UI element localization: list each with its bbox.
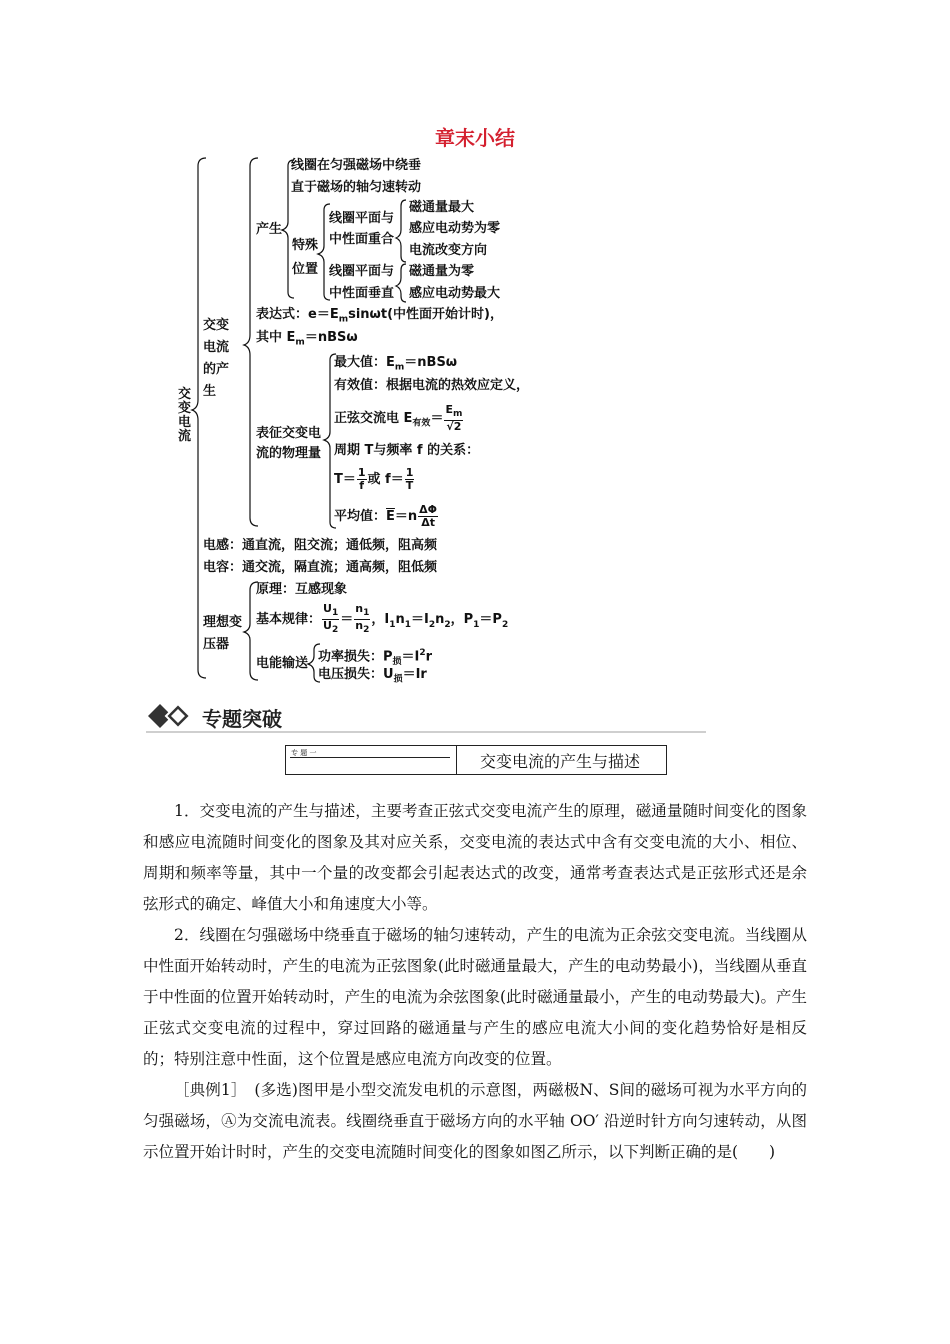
law-u1: U (323, 602, 332, 615)
law-u2-sub: 2 (331, 625, 339, 636)
rel-num-1: 1 (357, 466, 366, 479)
voltage-loss-rest: ＝Ir (402, 667, 427, 682)
law-n2: n (355, 619, 364, 633)
avg-frac (418, 504, 438, 529)
effective-value: 有效值：根据电流的热效应定义， (334, 378, 530, 393)
average-value (334, 502, 439, 532)
capacitor-line: 电容：通交流，隔直流；通高频，阻低频 (203, 560, 438, 575)
transformer-label: 理想变压器 (203, 615, 243, 652)
rel-frac-1 (357, 467, 367, 492)
power-loss-end: r (425, 649, 433, 665)
law-rest-6: ＝P (479, 612, 502, 628)
law-n1-sub: 1 (363, 608, 370, 619)
expression-line (256, 307, 503, 328)
sine-num: E (445, 403, 453, 416)
where-sub: m (295, 337, 305, 348)
paragraph-1: 1．交变电流的产生与描述，主要考查正弦式交变电流产生的原理，磁通量随时间变化的图象和感应电流随时间变化的图象及其对应关系，交变电流的表达式中含有交变电流的大小、相位、周期和频率等量，其中一个量的改变都会引起表达式的改变，通常考查表达式是正弦形式还是余弦形式的确定、峰值大小和角速度大小等。 (143, 802, 807, 913)
sine-fraction (444, 404, 463, 433)
produce-line-1: 线圈在匀强磁场中绕垂 (291, 158, 422, 173)
power-loss-sup: 2 (419, 648, 426, 658)
position-2-line-1: 线圈平面与 (329, 264, 395, 279)
where-rest: ＝nBSω (304, 330, 358, 345)
rel-or: 或 f＝ (367, 472, 404, 487)
expression-rest: sinωt(中性面开始计时)， (348, 307, 503, 322)
sine-sub: 有效 (412, 418, 431, 429)
voltage-loss-label: 电压损失：U (318, 667, 394, 682)
law-rest-5: ，P (450, 612, 474, 628)
transformer-principle: 原理：互感现象 (256, 582, 348, 597)
rel-frac-2 (405, 467, 415, 492)
avg-e: $\overline{E}$ (386, 509, 395, 524)
sine-den: √2 (446, 420, 462, 434)
max-rest: ＝nBSω (404, 355, 458, 370)
law-rest-sub-3: 2 (428, 619, 436, 630)
law-rest-sub-6: 2 (501, 619, 509, 630)
position-1-flux: 磁通量最大 (409, 200, 475, 215)
avg-label: 平均值： (334, 509, 387, 524)
generation-label: 交变电流的产生 (203, 318, 230, 399)
position-1-line-2: 中性面重合 (329, 232, 395, 247)
page-title: 章末小结 (435, 126, 515, 150)
law-frac-u (322, 603, 339, 636)
max-value (334, 355, 457, 376)
rel-t: T＝ (334, 472, 356, 487)
produce-line-2: 直于磁场的轴匀速转动 (291, 180, 422, 195)
expression-sub: m (338, 314, 349, 325)
rel-den-1: f (359, 479, 365, 492)
topic-small-label: 专 题 一 (291, 749, 317, 757)
law-eq: ＝ (340, 612, 354, 628)
expression-formula: e＝E (308, 307, 339, 322)
law-n2-sub: 2 (363, 625, 370, 636)
law-rest-sub-5: 1 (473, 619, 480, 630)
avg-eq: ＝n (394, 509, 418, 524)
max-sub: m (394, 362, 405, 373)
rel-num-2: 1 (405, 466, 414, 479)
power-loss-rest: ＝I (401, 649, 420, 665)
special-position-label: 特殊位置 (292, 238, 319, 277)
topic-title: 交变电流的产生与描述 (480, 752, 641, 771)
law-n1: n (355, 602, 364, 615)
produce-label: 产生 (256, 222, 283, 237)
topic-small-rule (290, 757, 450, 758)
law-u1-sub: 1 (331, 608, 339, 619)
position-1-emf: 感应电动势为零 (409, 221, 501, 236)
power-transmission-label: 电能输送 (256, 656, 309, 671)
law-rest-sub-1: 1 (389, 619, 396, 630)
position-1-current: 电流改变方向 (409, 243, 488, 258)
period-frequency: 周期 T与频率 f 的关系： (334, 443, 480, 458)
power-loss-label: 功率损失：P (318, 649, 393, 665)
sine-label: 正弦交流电 E (334, 411, 413, 427)
law-label: 基本规律： (256, 612, 322, 628)
topic-left-cell (286, 746, 457, 774)
diamond-icon (146, 702, 198, 732)
position-2-emf: 感应电动势最大 (409, 286, 501, 301)
law-rest-sub-2: 1 (404, 619, 411, 630)
characterize-label: 表征交变电流的物理量 (256, 426, 322, 461)
law-rest-sub-4: 2 (444, 619, 451, 630)
topic-box (285, 745, 667, 775)
rel-den-2: T (405, 479, 414, 492)
position-1-line-1: 线圈平面与 (329, 211, 395, 226)
where-label: 其中 E (256, 330, 296, 345)
max-label: 最大值：E (334, 355, 395, 370)
sine-num-sub: m (452, 409, 463, 420)
avg-num: ΔΦ (419, 503, 438, 516)
voltage-loss-sub: 损 (393, 674, 403, 685)
power-loss-sub: 损 (392, 656, 402, 667)
law-rest-3: ＝I (410, 612, 429, 628)
sine-effective (334, 404, 464, 439)
section-heading: 专题突破 (202, 707, 282, 731)
position-2-flux: 磁通量为零 (409, 264, 475, 279)
law-rest-1: ，I (371, 612, 390, 628)
expression-label: 表达式： (256, 307, 309, 322)
law-u2: U (323, 619, 332, 633)
paragraph-2: 2．线圈在匀强磁场中绕垂直于磁场的轴匀速转动，产生的电流为正余弦交变电流。当线圈从中性面开始转动时，产生的电流为正弦图象(此时磁通量最大，产生的电动势最小)，当线圈从垂直于中性面的位置开始转动时，产生的电流为余弦图象(此时磁通量最小，产生的电动势最大)。产生正弦式交变电流的过程中，穿过回路的磁通量与产生的感应电流大小间的变化趋势恰好是相反的；特别注意中性面，这个位置是感应电流方向改变的位置。 (143, 926, 807, 1068)
inductor-line: 电感：通直流，阻交流；通低频，阻高频 (203, 538, 438, 553)
period-relation (334, 465, 415, 495)
section-banner (146, 700, 706, 734)
section-underline (146, 731, 706, 733)
law-rest-2: n (395, 612, 405, 628)
root-label: 交变电流 (178, 387, 192, 444)
law-rest-4: n (435, 612, 445, 628)
law-frac-n (354, 603, 370, 636)
position-2-line-2: 中性面垂直 (329, 286, 395, 301)
example-1: ［典例1］ (多选)图甲是小型交流发电机的示意图，两磁极N、S间的磁场可视为水平方向的匀强磁场，Ⓐ为交流电流表。线圈绕垂直于磁场方向的水平轴 OO′ 沿逆时针方向匀速转动，从图示位置开始计时时，产生的交变电流随时间变化的图象如图乙所示，以下判断正确的是( ) (143, 1081, 807, 1161)
where-line (256, 330, 358, 351)
transformer-law (256, 603, 508, 640)
avg-den: Δt (421, 516, 435, 529)
sine-eq: ＝ (430, 411, 444, 427)
voltage-loss (318, 667, 427, 688)
